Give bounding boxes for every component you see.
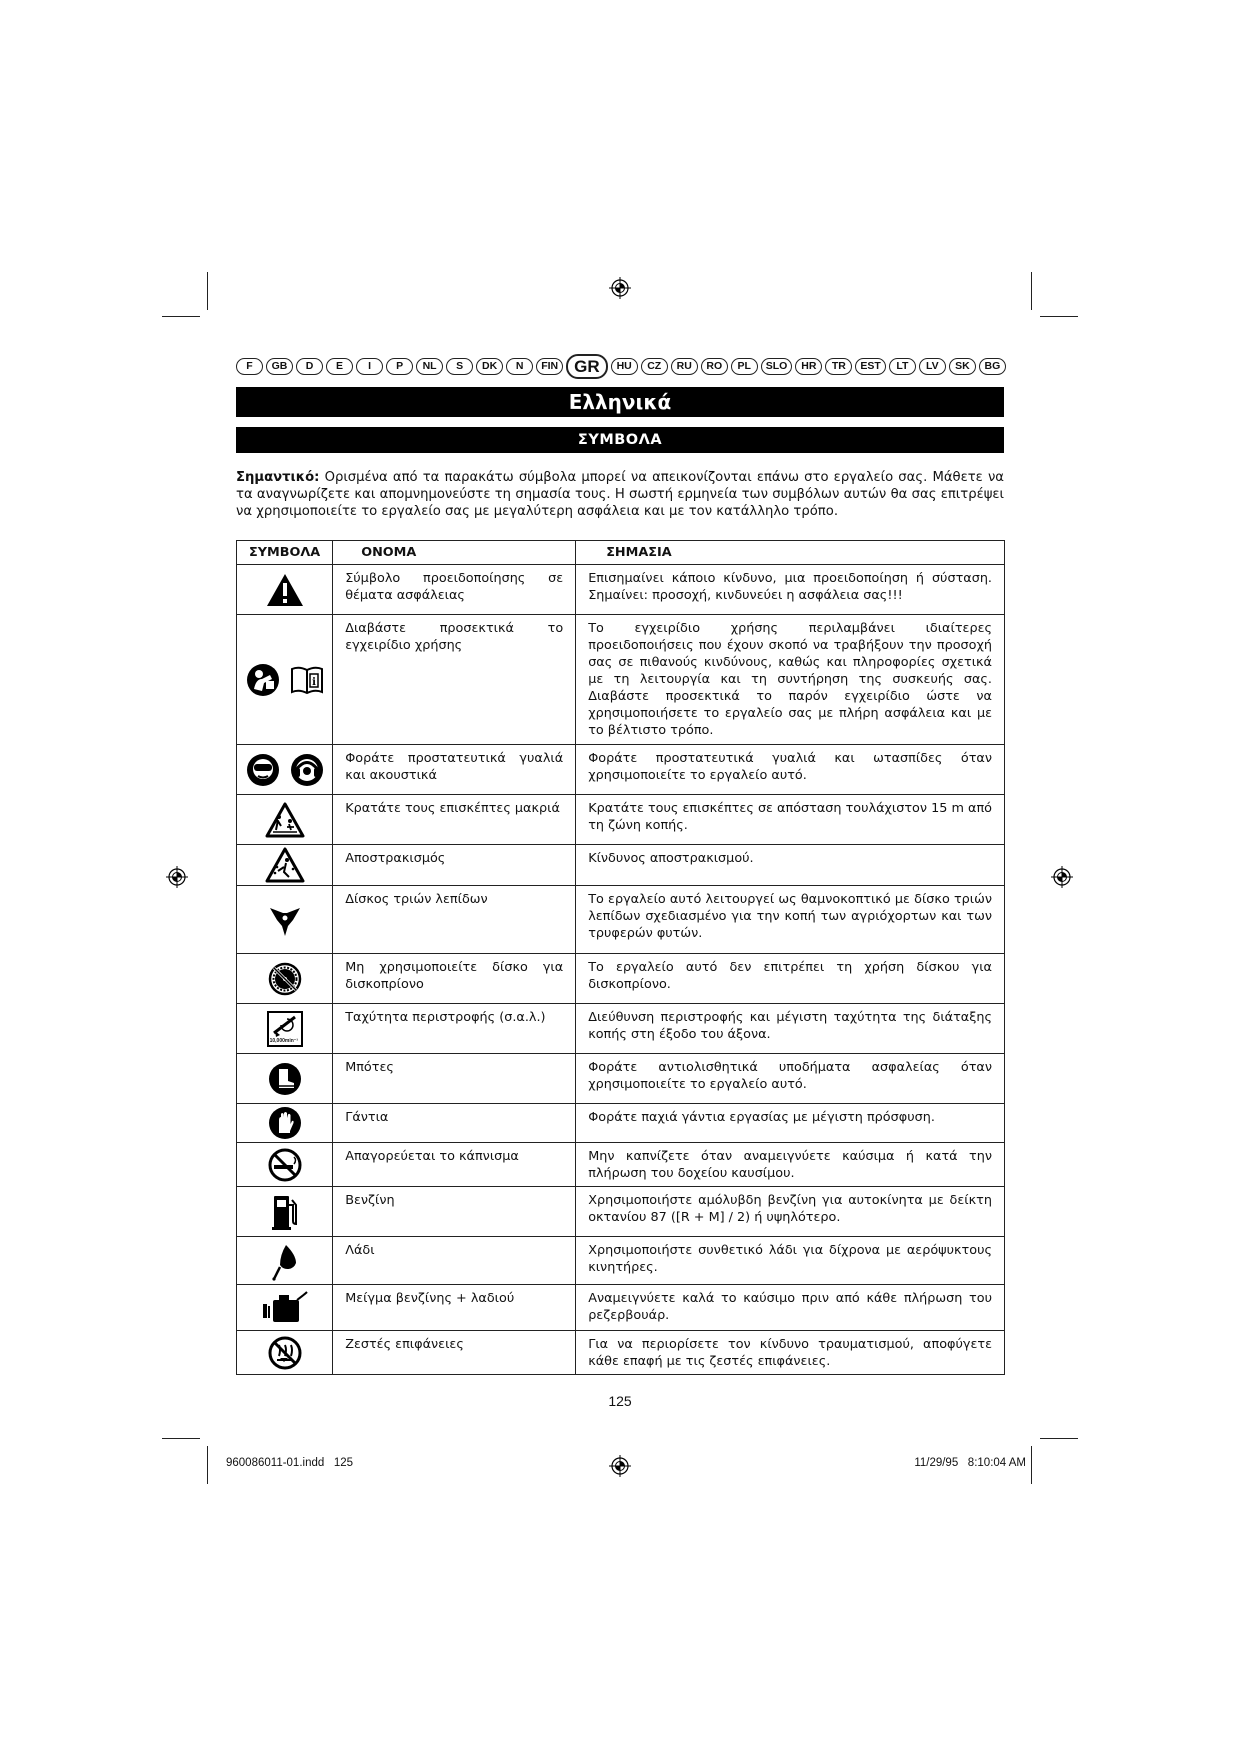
language-sk: SK <box>949 358 976 375</box>
symbol-meaning: Κρατάτε τους επισκέπτες σε απόσταση τουλάχιστον 15 m από τη ζώνη κοπής. <box>576 795 1005 845</box>
symbol-cell <box>237 615 333 745</box>
symbol-cell <box>237 1237 333 1285</box>
symbol-meaning: Για να περιορίσετε τον κίνδυνο τραυματισμού, αποφύγετε κάθε επαφή με τις ζεστές επιφάνειες. <box>576 1331 1005 1375</box>
symbol-meaning: Το εργαλείο αυτό δεν επιτρέπει τη χρήση δίσκου για δισκοπρίονο. <box>576 954 1005 1004</box>
language-lt: LT <box>889 358 916 375</box>
symbol-meaning: Χρησιμοποιήστε συνθετικό λάδι για δίχρονα με αερόψυκτους κινητήρες. <box>576 1237 1005 1285</box>
fuel-pump-icon <box>270 1193 300 1231</box>
footer-timestamp: 11/29/95 8:10:04 AM <box>914 1457 1026 1469</box>
registration-mark-icon <box>1051 866 1073 888</box>
table-row <box>237 795 1005 845</box>
language-e: E <box>326 358 353 375</box>
crop-mark <box>1031 1446 1032 1484</box>
symbol-name: Απαγορεύεται το κάπνισμα <box>333 1143 576 1187</box>
manual-book-icon <box>290 665 324 695</box>
registration-mark-icon <box>166 866 188 888</box>
symbol-cell <box>237 795 333 845</box>
boots-icon <box>268 1062 302 1096</box>
table-row <box>237 1187 1005 1237</box>
symbol-cell <box>237 1285 333 1331</box>
table-row <box>237 845 1005 886</box>
symbol-icons <box>239 962 330 996</box>
language-bg: BG <box>979 358 1006 375</box>
language-est: EST <box>855 358 885 375</box>
symbol-icons <box>239 847 330 883</box>
read-manual-icon <box>246 663 280 697</box>
symbol-name: Αποστρακισμός <box>333 845 576 886</box>
symbol-meaning: Χρησιμοποιήστε αμόλυβδη βενζίνη για αυτοκίνητα με δείκτη οκτανίου 87 ([R + M] / 2) ή υψηλότερο. <box>576 1187 1005 1237</box>
page-number: 125 <box>608 1393 632 1409</box>
table-row <box>237 1054 1005 1104</box>
symbol-cell <box>237 1331 333 1375</box>
hot-surface-icon <box>268 1336 302 1370</box>
crop-mark <box>1040 1438 1078 1439</box>
language-lv: LV <box>919 358 946 375</box>
language-tr: TR <box>825 358 852 375</box>
language-gb: GB <box>266 358 293 375</box>
language-hr: HR <box>795 358 822 375</box>
registration-mark-icon <box>609 1455 631 1477</box>
warning-triangle-icon <box>265 572 305 608</box>
oil-drop-icon <box>270 1241 300 1281</box>
symbol-name: Δίσκος τριών λεπίδων <box>333 886 576 954</box>
header-symbols: ΣΥΜΒΟΛΑ <box>237 541 333 565</box>
symbol-name: Κρατάτε τους επισκέπτες μακριά <box>333 795 576 845</box>
table-row <box>237 1237 1005 1285</box>
keep-away-icon <box>265 802 305 838</box>
table-row <box>237 565 1005 615</box>
svg-text:i: i <box>311 676 316 688</box>
crop-mark <box>207 272 208 310</box>
symbols-table <box>236 540 1005 1375</box>
table-row <box>237 1104 1005 1143</box>
symbol-name: Λάδι <box>333 1237 576 1285</box>
table-row <box>237 954 1005 1004</box>
rotation-speed-label: 10,000min⁻¹ <box>269 1037 299 1044</box>
symbol-name: Ταχύτητα περιστροφής (σ.α.λ.) <box>333 1004 576 1054</box>
language-nl: NL <box>416 358 443 375</box>
footer-file-info: 960086011-01.indd 125 <box>226 1457 354 1469</box>
symbol-icons <box>239 1336 330 1370</box>
symbol-cell <box>237 565 333 615</box>
symbol-cell <box>237 1054 333 1104</box>
table-header-row <box>237 541 1005 565</box>
language-fin: FIN <box>536 358 563 375</box>
table-row <box>237 1143 1005 1187</box>
symbol-icons <box>239 1290 330 1326</box>
symbol-meaning: Επισημαίνει κάποιο κίνδυνο, μια προειδοποίηση ή σύσταση. Σημαίνει: προσοχή, κινδυνεύει η ασφάλεια σας!!! <box>576 565 1005 615</box>
intro-text: Ορισμένα από τα παρακάτω σύμβολα μπορεί να απεικονίζονται επάνω στο εργαλείο σας. Μάθετε να τα αναγνωρίζετε και απομνημονεύστε τη σημασία τους. Η σωστή ερμηνεία των συμβόλων αυτών θα σας επιτρέψει να χρησιμοποιείτε το εργαλείο σας με μεγαλύτερη ασφάλεια και με τον κατάλληλο τρόπο. <box>236 470 1004 519</box>
crop-mark <box>1031 272 1032 310</box>
table-row <box>237 886 1005 954</box>
language-pl: PL <box>731 358 758 375</box>
symbol-meaning: Μην καπνίζετε όταν αναμειγνύετε καύσιμα ή κατά την πλήρωση του δοχείου καυσίμου. <box>576 1143 1005 1187</box>
language-bar <box>236 355 1006 377</box>
gloves-icon <box>268 1106 302 1140</box>
symbol-cell <box>237 886 333 954</box>
fuel-mix-icon <box>261 1290 309 1326</box>
symbol-meaning: Το εγχειρίδιο χρήσης περιλαμβάνει ιδιαίτερες προειδοποιήσεις που έχουν σκοπό να τραβήξουν την προσοχή σας σε πιθανούς κινδύνους, καθώς και πληροφορίες σχετικά με τη λειτουργία και τη συντήρηση της συσκευής σας. Διαβάστε προσεκτικά το παρόν εγχειρίδιο ώστε να χρησιμοποιήσετε το εργαλείο σας με πλήρη ασφάλεια και με το βέλτιστο τρόπο. <box>576 615 1005 745</box>
goggles-icon <box>246 753 280 787</box>
symbol-name: Φοράτε προστατευτικά γυαλιά και ακουστικά <box>333 745 576 795</box>
symbol-cell <box>237 1004 333 1054</box>
symbol-name: Μείγμα βενζίνης + λαδιού <box>333 1285 576 1331</box>
symbol-icons <box>239 1241 330 1281</box>
table-row <box>237 1285 1005 1331</box>
symbol-name: Ζεστές επιφάνειες <box>333 1331 576 1375</box>
symbol-icons <box>239 1106 330 1140</box>
language-gr: GR <box>566 354 608 379</box>
language-n: N <box>506 358 533 375</box>
symbol-cell <box>237 745 333 795</box>
language-slo: SLO <box>761 358 793 375</box>
crop-mark <box>162 316 200 317</box>
symbol-name: Βενζίνη <box>333 1187 576 1237</box>
three-blade-icon <box>267 902 303 938</box>
intro-label: Σημαντικό: <box>236 470 320 485</box>
symbol-meaning: Φοράτε προστατευτικά γυαλιά και ωτασπίδες όταν χρησιμοποιείτε το εργαλείο αυτό. <box>576 745 1005 795</box>
language-ro: RO <box>701 358 728 375</box>
symbol-cell <box>237 1187 333 1237</box>
symbol-meaning: Κίνδυνος αποστρακισμού. <box>576 845 1005 886</box>
symbol-icons <box>239 1062 330 1096</box>
symbol-icons <box>239 902 330 938</box>
crop-mark <box>1040 316 1078 317</box>
crop-mark <box>207 1446 208 1484</box>
symbol-cell <box>237 845 333 886</box>
ear-protection-icon <box>290 753 324 787</box>
crop-mark <box>162 1438 200 1439</box>
symbol-icons <box>239 1011 330 1047</box>
thrown-objects-icon <box>265 847 305 883</box>
no-saw-blade-icon <box>268 962 302 996</box>
no-smoking-icon <box>268 1148 302 1182</box>
section-title: ΣΥΜΒΟΛΑ <box>236 427 1004 453</box>
symbol-icons <box>239 802 330 838</box>
symbol-name: Σύμβολο προειδοποίησης σε θέματα ασφάλειας <box>333 565 576 615</box>
symbol-meaning: Αναμειγνύετε καλά το καύσιμο πριν από κάθε πλήρωση του ρεζερβουάρ. <box>576 1285 1005 1331</box>
language-ru: RU <box>671 358 698 375</box>
header-meaning: ΣΗΜΑΣΙΑ <box>576 541 1005 565</box>
header-name: ΟΝΟΜΑ <box>333 541 576 565</box>
table-row <box>237 1331 1005 1375</box>
rotation-speed-icon <box>267 1011 303 1047</box>
symbol-cell <box>237 1104 333 1143</box>
symbol-name: Μη χρησιμοποιείτε δίσκο για δισκοπρίονο <box>333 954 576 1004</box>
symbol-meaning: Διεύθυνση περιστροφής και μέγιστη ταχύτητα της διάταξης κοπής στη έξοδο του άξονα. <box>576 1004 1005 1054</box>
intro-paragraph <box>236 469 1004 520</box>
symbol-icons <box>239 1193 330 1231</box>
symbol-name: Μπότες <box>333 1054 576 1104</box>
table-row <box>237 745 1005 795</box>
symbol-name: Διαβάστε προσεκτικά το εγχειρίδιο χρήσης <box>333 615 576 745</box>
symbol-name: Γάντια <box>333 1104 576 1143</box>
language-f: F <box>236 358 263 375</box>
symbol-icons <box>239 1148 330 1182</box>
registration-mark-icon <box>609 277 631 299</box>
language-p: P <box>386 358 413 375</box>
symbol-icons <box>239 663 330 697</box>
table-row <box>237 615 1005 745</box>
symbol-cell <box>237 1143 333 1187</box>
language-s: S <box>446 358 473 375</box>
symbol-cell <box>237 954 333 1004</box>
page-title: Ελληνικά <box>236 387 1004 417</box>
symbol-meaning: Το εργαλείο αυτό λειτουργεί ως θαμνοκοπτικό με δίσκο τριών λεπίδων σχεδιασμένο για την κοπή των αγριόχορτων και των τρυφερών φυτών. <box>576 886 1005 954</box>
symbol-icons <box>239 572 330 608</box>
symbol-meaning: Φοράτε παχιά γάντια εργασίας με μέγιστη πρόσφυση. <box>576 1104 1005 1143</box>
language-hu: HU <box>611 358 638 375</box>
symbol-icons <box>239 753 330 787</box>
language-i: I <box>356 358 383 375</box>
symbol-meaning: Φοράτε αντιολισθητικά υποδήματα ασφαλείας όταν χρησιμοποιείτε το εργαλείο αυτό. <box>576 1054 1005 1104</box>
language-cz: CZ <box>641 358 668 375</box>
language-d: D <box>296 358 323 375</box>
table-row <box>237 1004 1005 1054</box>
language-dk: DK <box>476 358 503 375</box>
